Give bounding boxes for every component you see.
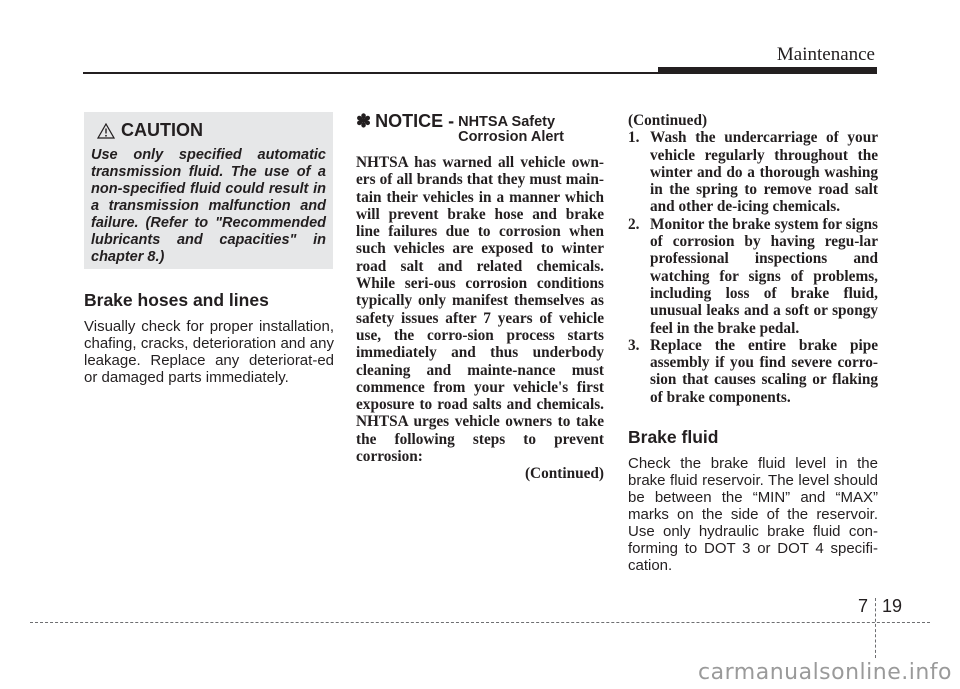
column-middle xyxy=(356,112,604,483)
header-rule xyxy=(83,72,658,74)
page-number: 19 xyxy=(882,596,903,616)
caution-title: CAUTION xyxy=(121,120,203,140)
notice-star-icon: ✽ xyxy=(356,111,372,131)
notice-body: NHTSA has warned all vehicle own-ers of all brands that they must main-tain their vehicles in a manner which will prevent brake hose and brake line failures due to corrosion when such vehicles are exposed to winter road salt and related chemicals. While seri-ous corrosion conditions typically only manifest themselves as safety issues after 7 years of vehicle use, the corro-sion process starts immediately and thus underbody cleaning and mainte-nance must commence from your vehicle's first exposure to road salts and chemicals. NHTSA urges vehicle owners to take the following steps to prevent corrosion: xyxy=(356,154,604,466)
watermark: carmanualsonline.info xyxy=(698,660,952,685)
caution-text: Use only specified automatic transmission fluid. The use of a non-specified fluid could result in a transmission malfunction and failure. (Refer to "Recommended lubricants and capacities" in chapter 8.) xyxy=(91,147,326,265)
continued-marker: (Continued) xyxy=(524,465,604,483)
brake-hoses-heading: Brake hoses and lines xyxy=(84,290,269,310)
list-item: 1. Wash the undercarriage of your vehicle regularly throughout the winter and do a thorough washing in the spring to remove road salt and other de-icing chemicals. xyxy=(628,129,878,216)
notice-header xyxy=(356,112,604,145)
column-left xyxy=(84,112,334,386)
caution-box xyxy=(84,112,333,269)
list-item: 2. Monitor the brake system for signs of corrosion by having regu-lar professional inspections and watching for signs of problems, including loss of brake fluid, unusual leaks and a soft or spongy feel in the brake pedal. xyxy=(628,215,878,337)
column-right xyxy=(628,112,878,574)
chapter-number: 7 xyxy=(858,596,869,616)
caution-header xyxy=(91,120,326,141)
continued-marker-start: (Continued) xyxy=(628,112,708,129)
brake-fluid-body: Check the brake fluid level in the brake fluid reservoir. The level should be between the “MIN” and “MAX” marks on the side of the reservoir. Use only hydraulic brake fluid con-forming to DOT 3 or DOT 4 specifi-cation. xyxy=(628,455,878,575)
section-title: Maintenance xyxy=(776,44,875,65)
footer-divider xyxy=(875,598,876,658)
brake-hoses-body: Visually check for proper installation, chafing, cracks, deterioration and any leakage. Replace any deteriorat-ed or damaged parts immediately. xyxy=(84,318,334,386)
brake-fluid-heading: Brake fluid xyxy=(628,427,719,448)
header-rule-accent xyxy=(658,67,877,74)
notice-subtitle: NHTSA Safety Corrosion Alert xyxy=(458,114,564,145)
corrosion-steps-list xyxy=(628,129,878,406)
list-item: 3. Replace the entire brake pipe assembly if you find severe corro-sion that causes scaling or flaking of brake components. xyxy=(628,336,878,406)
notice-label: NOTICE - xyxy=(375,111,455,131)
footer-rule xyxy=(30,622,930,623)
warning-triangle-icon xyxy=(97,123,115,139)
